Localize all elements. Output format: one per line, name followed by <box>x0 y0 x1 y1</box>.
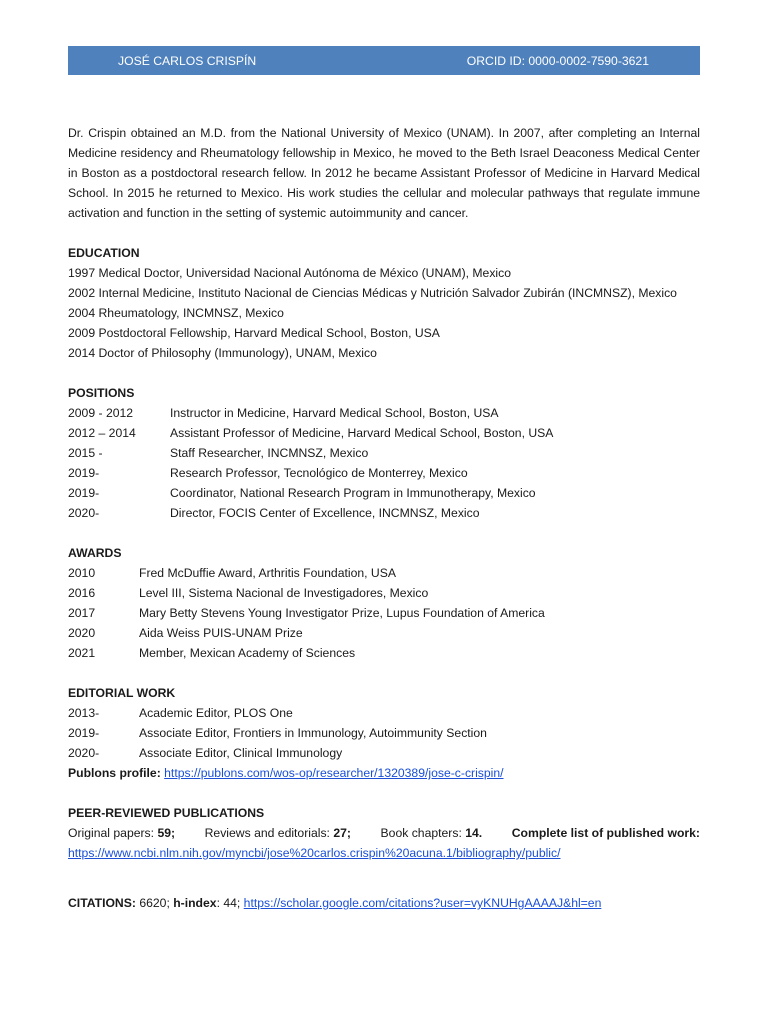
editorial-title: EDITORIAL WORK <box>68 686 176 700</box>
education-item: 2014 Doctor of Philosophy (Immunology), UNAM, Mexico <box>68 346 377 360</box>
position-row <box>68 443 700 463</box>
publons-label: Publons profile: <box>68 766 161 780</box>
editorial-section <box>68 683 700 783</box>
bio-paragraph: Dr. Crispin obtained an M.D. from the National University of Mexico (UNAM). In 2007, after completing an Internal Medicine residency and Rheumatology fellowship in Mexico, he moved to the Beth Israel Deaconess Medical Center in Boston as a postdoctoral research fellow. In 2012 he became Assistant Professor of Medicine in Harvard Medical School. In 2015 he returned to Mexico. His work studies the cellular and molecular pathways that regulate immune activation and function in the setting of systemic autoimmunity and cancer. <box>68 126 700 220</box>
position-desc: Instructor in Medicine, Harvard Medical School, Boston, USA <box>170 406 499 420</box>
complete-list-label: Complete list of published work: <box>511 826 700 840</box>
award-year: 2016 <box>68 586 96 600</box>
original-papers-count: 59; <box>157 826 176 840</box>
award-year: 2020 <box>68 626 96 640</box>
editorial-desc: Associate Editor, Frontiers in Immunology, Autoimmunity Section <box>139 726 487 740</box>
award-row <box>68 643 700 663</box>
education-section <box>68 243 700 363</box>
positions-section <box>68 383 700 523</box>
positions-title: POSITIONS <box>68 386 135 400</box>
education-item: 2009 Postdoctoral Fellowship, Harvard Medical School, Boston, USA <box>68 326 440 340</box>
award-year: 2017 <box>68 606 96 620</box>
citations-line <box>68 893 700 913</box>
editorial-row <box>68 723 700 743</box>
education-item: 2004 Rheumatology, INCMNSZ, Mexico <box>68 306 284 320</box>
position-desc: Research Professor, Tecnológico de Monterrey, Mexico <box>170 466 468 480</box>
position-years: 2020- <box>68 506 100 520</box>
editorial-row <box>68 703 700 723</box>
award-desc: Fred McDuffie Award, Arthritis Foundation, USA <box>139 566 396 580</box>
award-row <box>68 603 700 623</box>
publons-link[interactable]: https://publons.com/wos-op/researcher/1320389/jose-c-crispin/ <box>164 766 504 780</box>
award-year: 2021 <box>68 646 96 660</box>
award-desc: Aida Weiss PUIS-UNAM Prize <box>139 626 303 640</box>
publications-title: PEER-REVIEWED PUBLICATIONS <box>68 806 265 820</box>
editorial-desc: Associate Editor, Clinical Immunology <box>139 746 343 760</box>
award-desc: Member, Mexican Academy of Sciences <box>139 646 356 660</box>
position-years: 2019- <box>68 486 100 500</box>
cv-body <box>68 123 700 913</box>
position-row <box>68 423 700 443</box>
editorial-year: 2019- <box>68 726 100 740</box>
position-row <box>68 483 700 503</box>
publons-line <box>68 763 700 783</box>
education-item: 1997 Medical Doctor, Universidad Nacional Autónoma de México (UNAM), Mexico <box>68 266 512 280</box>
ncbi-bibliography-link[interactable]: https://www.ncbi.nlm.nih.gov/myncbi/jose%20carlos.crispin%20acuna.1/bibliography/public/ <box>68 846 561 860</box>
publications-summary <box>68 823 700 863</box>
awards-section <box>68 543 700 663</box>
reviews-count: 27; <box>333 826 351 840</box>
awards-title: AWARDS <box>68 546 122 560</box>
hindex-value: : 44; <box>216 896 241 910</box>
education-item: 2002 Internal Medicine, Instituto Nacional de Ciencias Médicas y Nutrición Salvador Zubirán (INCMNSZ), Mexico <box>68 286 677 300</box>
position-row <box>68 503 700 523</box>
position-row <box>68 403 700 423</box>
position-years: 2012 – 2014 <box>68 426 136 440</box>
award-desc: Mary Betty Stevens Young Investigator Prize, Lupus Foundation of America <box>139 606 545 620</box>
award-row <box>68 623 700 643</box>
editorial-row <box>68 743 700 763</box>
author-name: JOSÉ CARLOS CRISPÍN <box>118 53 257 68</box>
award-row <box>68 563 700 583</box>
award-row <box>68 583 700 603</box>
citations-label: CITATIONS: <box>68 896 136 910</box>
position-desc: Staff Researcher, INCMNSZ, Mexico <box>170 446 369 460</box>
position-desc: Coordinator, National Research Program in Immunotherapy, Mexico <box>170 486 536 500</box>
position-row <box>68 463 700 483</box>
award-year: 2010 <box>68 566 96 580</box>
reviews-label: Reviews and editorials: <box>204 826 330 840</box>
position-desc: Director, FOCIS Center of Excellence, INCMNSZ, Mexico <box>170 506 480 520</box>
google-scholar-link[interactable]: https://scholar.google.com/citations?user=vyKNUHgAAAAJ&hl=en <box>243 896 602 910</box>
chapters-label: Book chapters: <box>380 826 462 840</box>
award-desc: Level III, Sistema Nacional de Investigadores, Mexico <box>139 586 429 600</box>
orcid-id: ORCID ID: 0000-0002-7590-3621 <box>466 53 649 68</box>
editorial-desc: Academic Editor, PLOS One <box>139 706 293 720</box>
position-desc: Assistant Professor of Medicine, Harvard Medical School, Boston, USA <box>170 426 554 440</box>
position-years: 2019- <box>68 466 100 480</box>
position-years: 2009 - 2012 <box>68 406 134 420</box>
editorial-year: 2013- <box>68 706 100 720</box>
position-years: 2015 - <box>68 446 103 460</box>
chapters-count: 14. <box>465 826 483 840</box>
editorial-year: 2020- <box>68 746 100 760</box>
header-banner <box>68 46 700 75</box>
original-papers-label: Original papers: <box>68 826 155 840</box>
education-title: EDUCATION <box>68 246 140 260</box>
citations-count: 6620; <box>139 896 170 910</box>
hindex-label: h-index <box>173 896 217 910</box>
publications-section <box>68 803 700 863</box>
